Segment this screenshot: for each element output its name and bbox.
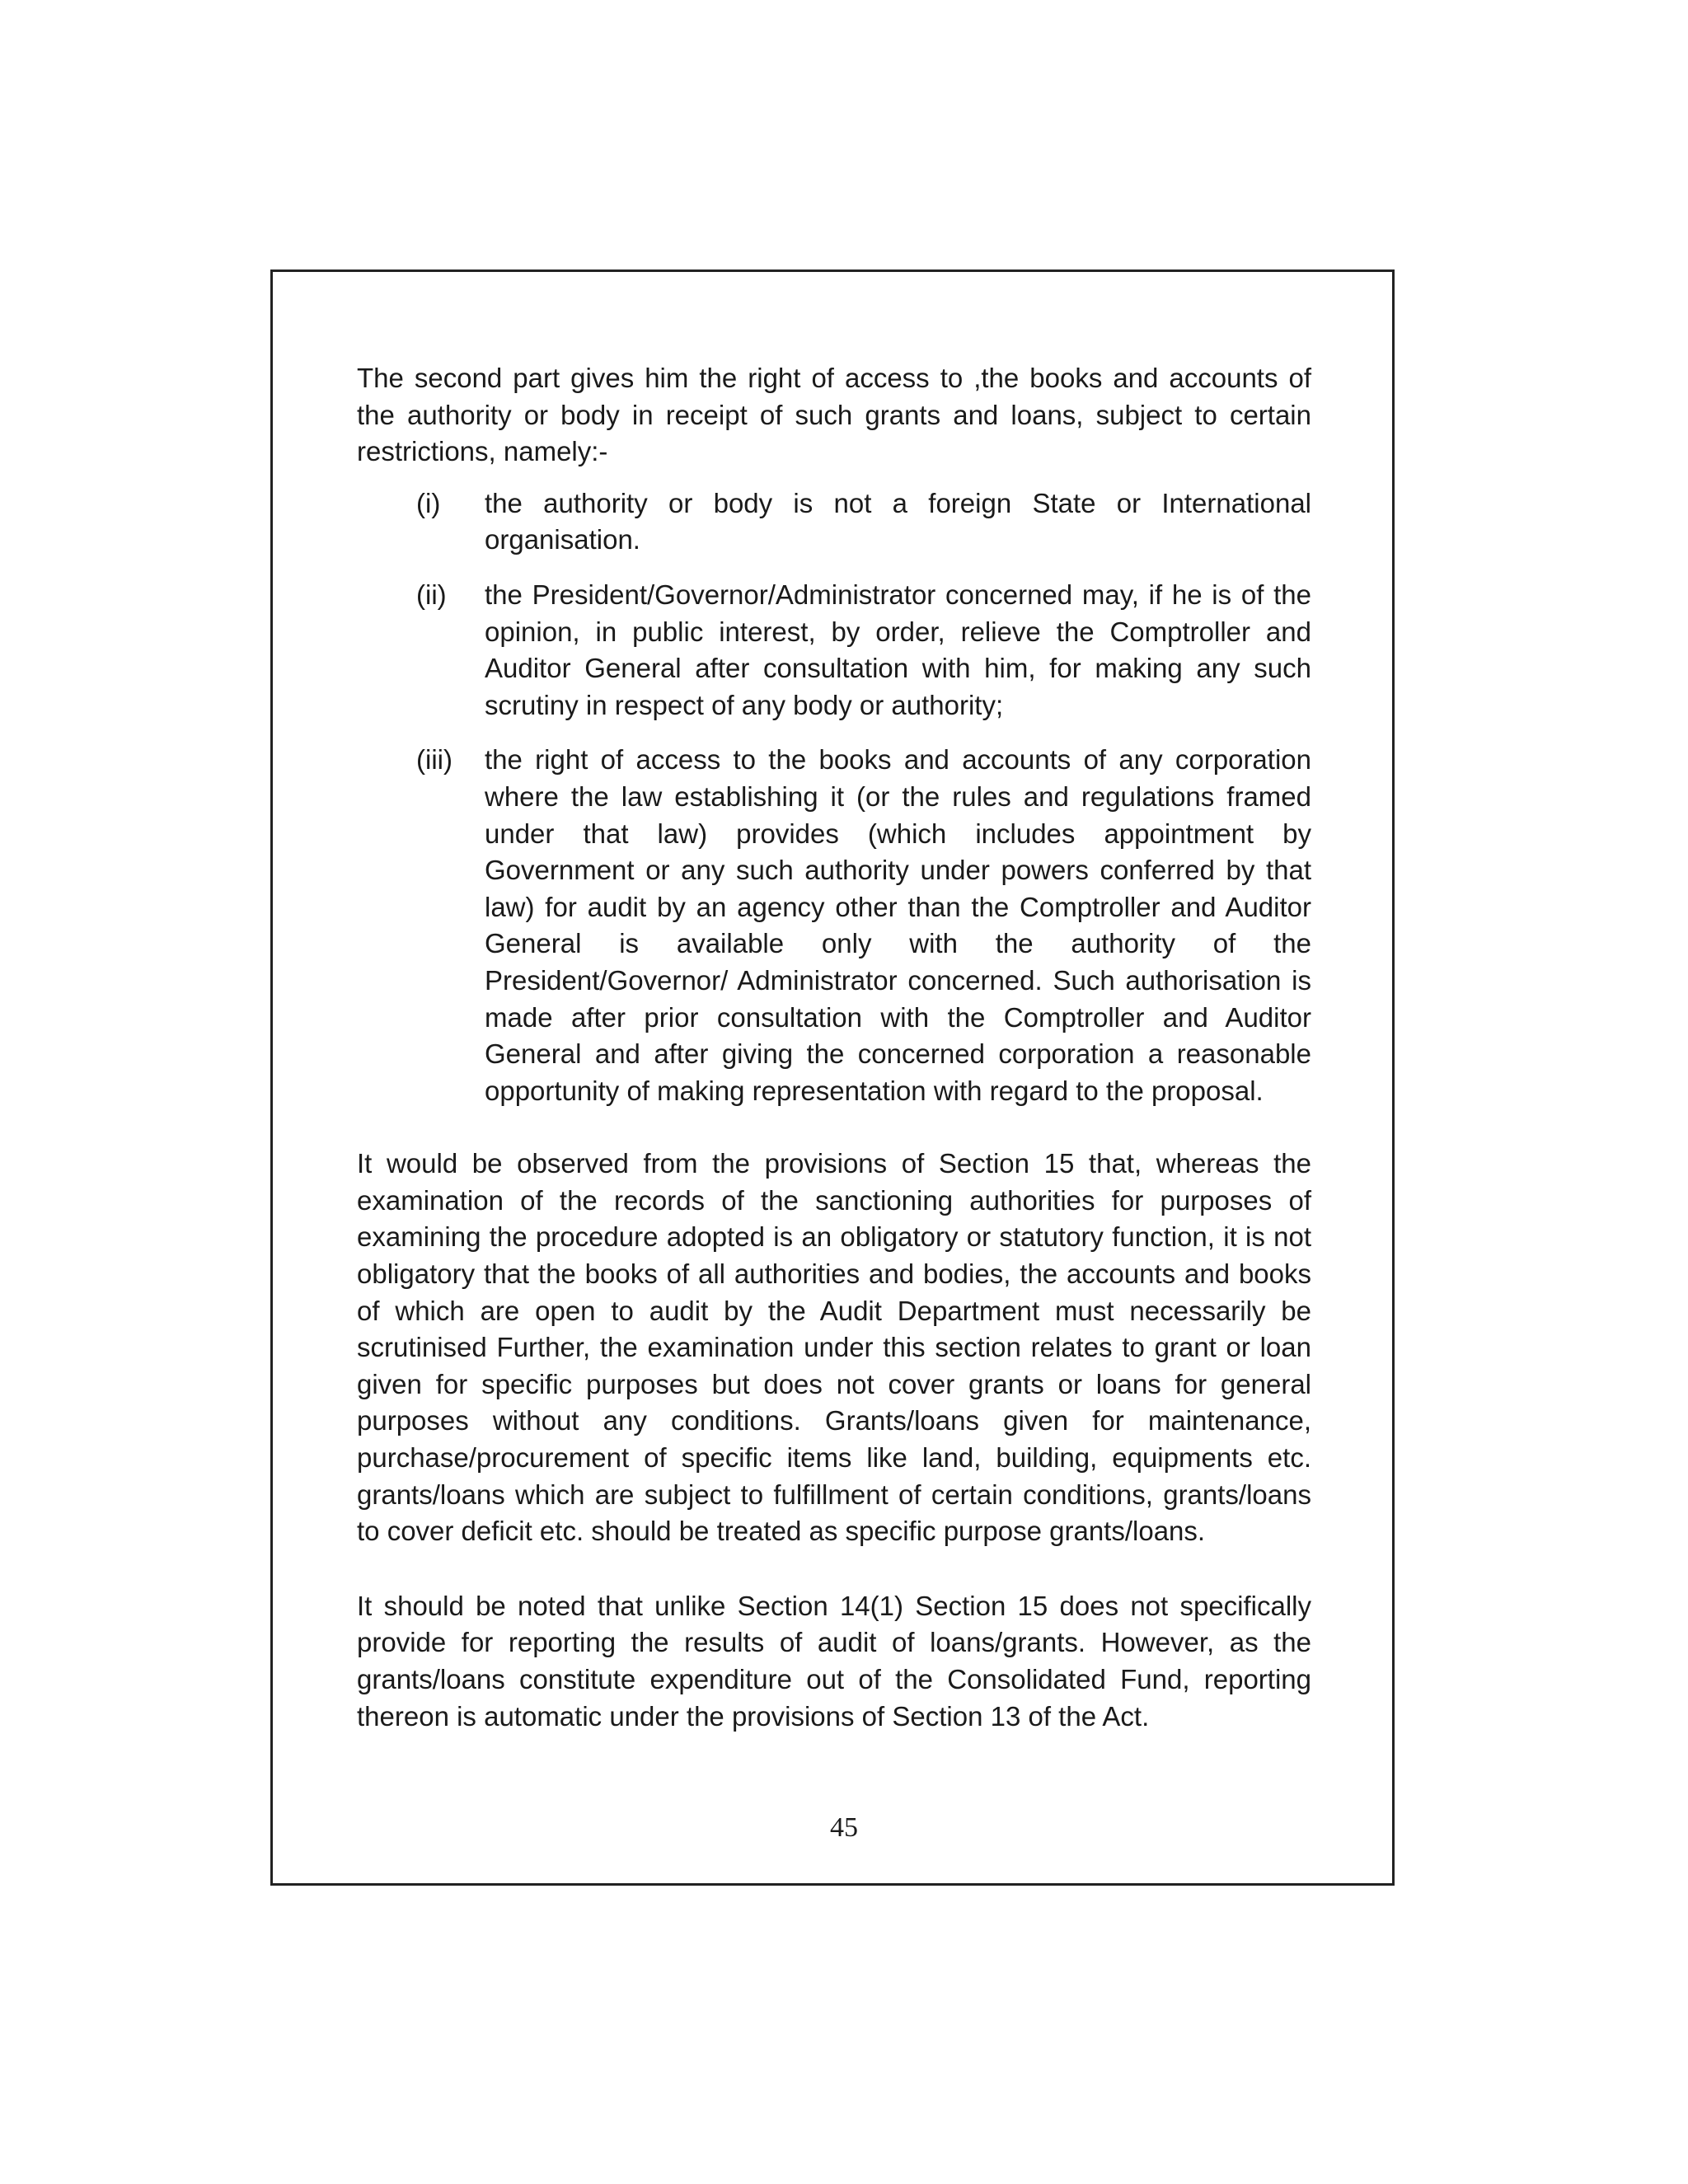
list-item-ii [416,577,1311,724]
list-item-text: the right of access to the books and accounts of any corporation where the law establishing it (or the rules and regulations framed under that law) provides (which includes appointment by Government or any such authority under powers conferred by that law) for audit by an agency other than the Comptroller and Auditor General is available only with the authority of the President/Governor/ Administrator concerned. Such authorisation is made after prior consultation with the Comptroller and Auditor General and after giving the concerned corporation a reasonable opportunity of making representation with regard to the proposal. [485,744,1311,1106]
list-item-label: (ii) [416,579,447,610]
list-item-i [416,485,1311,559]
page-number: 45 [830,1812,858,1843]
intro-paragraph: The second part gives him the right of access to ,the books and accounts of the authority or body in receipt of such grants and loans, subject to certain restrictions, namely:- [357,363,1311,467]
list-item-label: (iii) [416,744,452,776]
section-15-paragraph: It would be observed from the provisions of Section 15 that, whereas the examination of the records of the sanctioning authorities for purposes of examining the procedure adopted is an obligatory or statutory function, it is not obligatory that the books of all authorities and bodies, the accounts and books of which are open to audit by the Audit Department must necessarily be scrutinised Further, the examination under this section relates to grant or loan given for specific purposes but does not cover grants or loans for general purposes without any conditions. Grants/loans given for maintenance, purchase/procurement of specific items like land, building, equipments etc. grants/loans which are subject to fulfillment of certain conditions, grants/loans to cover deficit etc. should be treated as specific purpose grants/loans. [357,1148,1311,1547]
list-item-label: (i) [416,487,441,518]
list-item-text: the President/Governor/Administrator concerned may, if he is of the opinion, in public interest, by order, relieve the Comptroller and Auditor General after consultation with him, for making any such scrutiny in respect of any body or authority; [485,579,1311,720]
document-body [357,360,1311,1735]
list-item-text: the authority or body is not a foreign State or International organisation. [485,487,1311,555]
reporting-paragraph: It should be noted that unlike Section 14(1) Section 15 does not specifically provide for reporting the results of audit of loans/grants. However, as the grants/loans constitute expenditure out of the Consolidated Fund, reporting thereon is automatic under the provisions of Section 13 of the Act. [357,1590,1311,1732]
list-item-iii [416,742,1311,1109]
